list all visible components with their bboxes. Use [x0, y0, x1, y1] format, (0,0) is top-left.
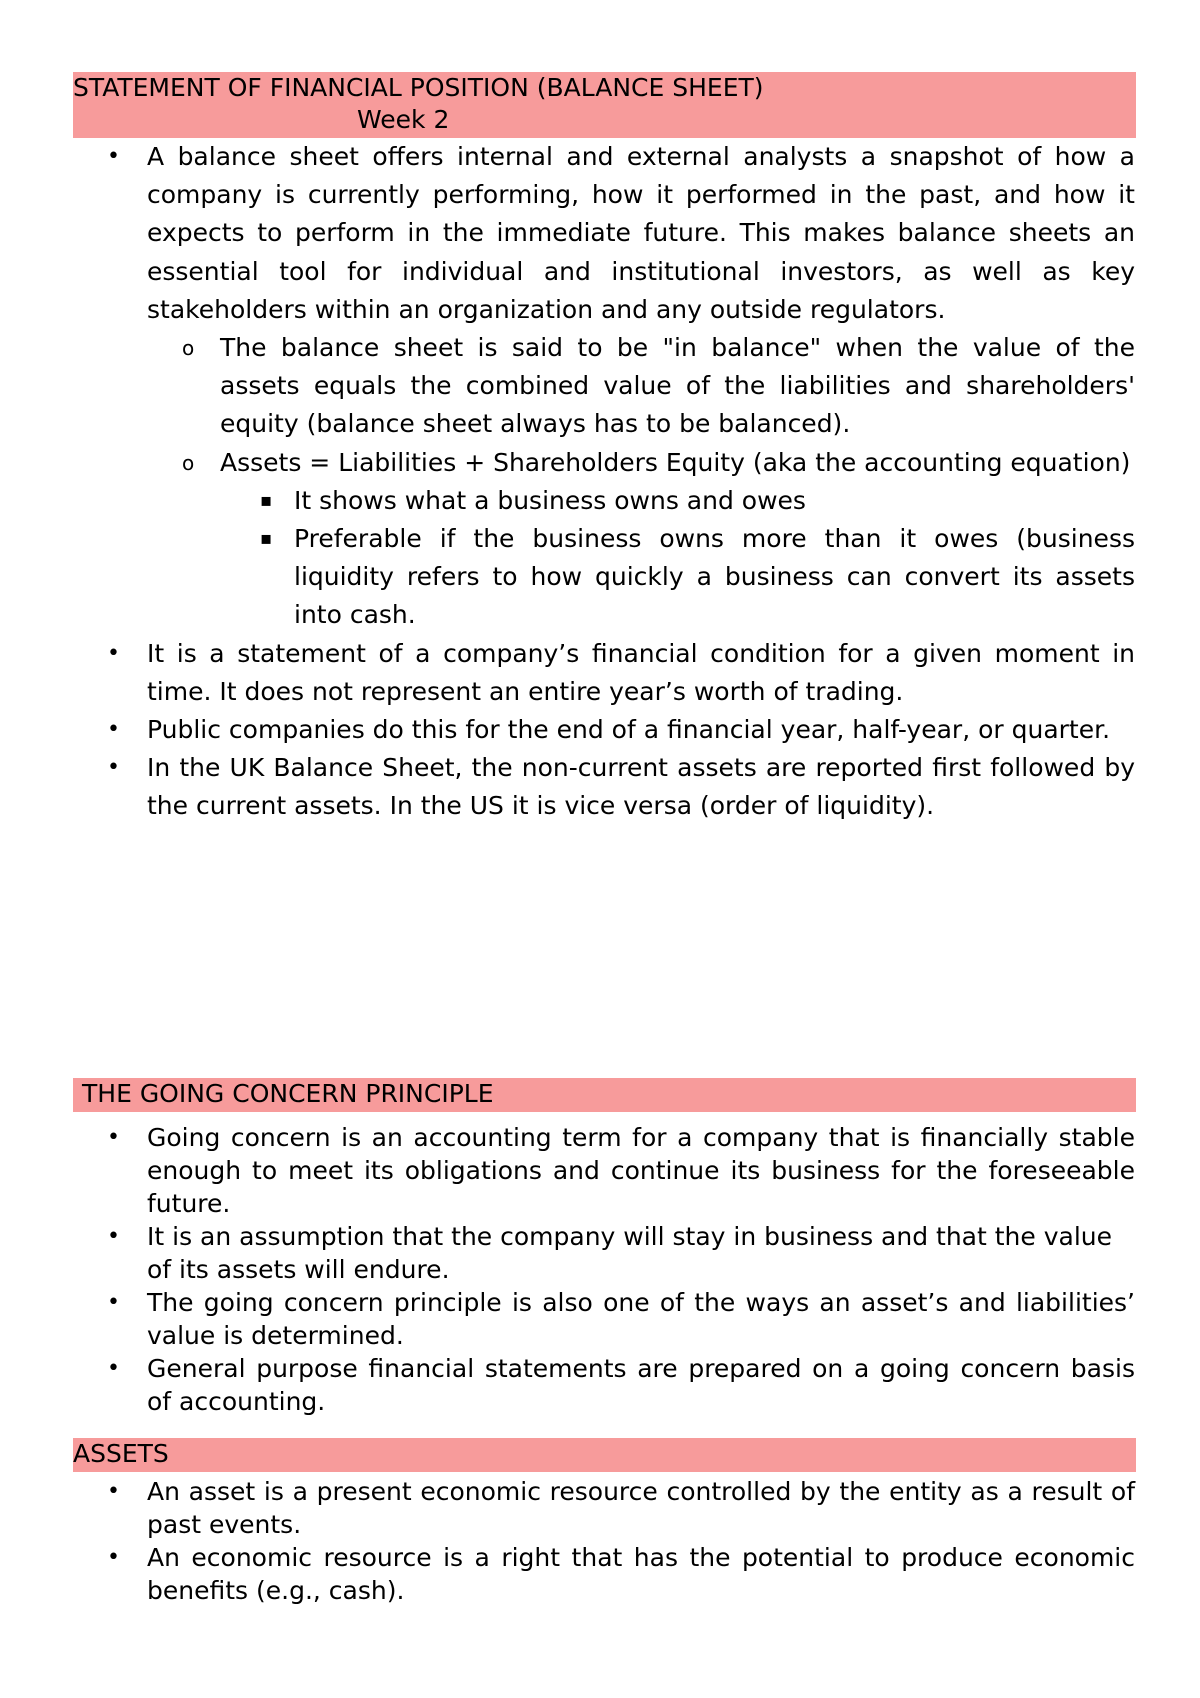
bullet-icon: •: [107, 640, 120, 666]
heading-title: STATEMENT OF FINANCIAL POSITION (BALANCE SHEET): [73, 73, 764, 102]
list-item: • A balance sheet offers internal and external analysts a snapshot of how a company is currently performing, how it performed in the past, and how it expects to perform in the immediate future. This makes balance sheets an essential tool for individual and institutional investors, as well as key stakeholders within an organization and any outside regulators.: [147, 138, 1135, 329]
list-item: • An economic resource is a right that has the potential to produce economic benefits (e.g., cash).: [107, 1543, 1135, 1605]
bullet-icon: •: [107, 1356, 120, 1381]
list-item: • It is a statement of a company’s financial condition for a given moment in time. It does not represent an entire year’s worth of trading.: [147, 635, 1135, 711]
list-item: • In the UK Balance Sheet, the non-current assets are reported first followed by the current assets. In the US it is vice versa (order of liquidity).: [147, 749, 1135, 825]
bullet-icon: •: [107, 755, 120, 781]
list-item: • Public companies do this for the end of a financial year, half-year, or quarter.: [147, 711, 1135, 749]
assets-section: [0, 1475, 1200, 1607]
square-bullet-icon: ▪: [260, 489, 273, 511]
section-heading-going-concern: [73, 1078, 1136, 1112]
list-item: • It is an assumption that the company will stay in business and that the value of its assets will endure.: [107, 1222, 1113, 1284]
bullet-icon: •: [107, 1479, 120, 1504]
balance-sheet-section: [0, 138, 1200, 826]
list-item: • General purpose financial statements are prepared on a going concern basis of accounting.: [107, 1354, 1135, 1416]
circle-bullet-icon: o: [182, 336, 195, 361]
bullet-icon: •: [107, 1125, 120, 1150]
bullet-icon: •: [107, 717, 120, 743]
bullet-icon: •: [107, 1545, 120, 1570]
list-item: o The balance sheet is said to be "in balance" when the value of the assets equals the combined value of the liabilities and shareholders' equity (balance sheet always has to be balanced).: [220, 329, 1135, 444]
square-bullet-icon: ▪: [260, 528, 273, 550]
heading-title: THE GOING CONCERN PRINCIPLE: [82, 1079, 494, 1108]
bullet-icon: •: [107, 144, 120, 169]
section-heading-assets: [73, 1438, 1136, 1472]
list-item: o Assets = Liabilities + Shareholders Equity (aka the accounting equation): [220, 444, 1135, 482]
list-item: ▪ Preferable if the business owns more than it owes (business liquidity refers to how quickly a business can convert its assets into cash.: [294, 520, 1135, 635]
list-item: • The going concern principle is also one of the ways an asset’s and liabilities’ value is determined.: [107, 1288, 1135, 1350]
bullet-icon: •: [107, 1290, 120, 1315]
section-heading-balance-sheet: [73, 72, 1136, 138]
heading-subtitle: Week 2: [357, 105, 450, 134]
list-item: ▪ It shows what a business owns and owes: [294, 482, 1135, 520]
bullet-icon: •: [107, 1224, 120, 1249]
list-item: • An asset is a present economic resource controlled by the entity as a result of past events.: [107, 1477, 1135, 1539]
heading-title: ASSETS: [73, 1439, 169, 1468]
going-concern-section: [0, 1121, 1200, 1418]
circle-bullet-icon: o: [182, 450, 195, 475]
list-item: • Going concern is an accounting term for a company that is financially stable enough to meet its obligations and continue its business for the foreseeable future.: [107, 1123, 1135, 1218]
